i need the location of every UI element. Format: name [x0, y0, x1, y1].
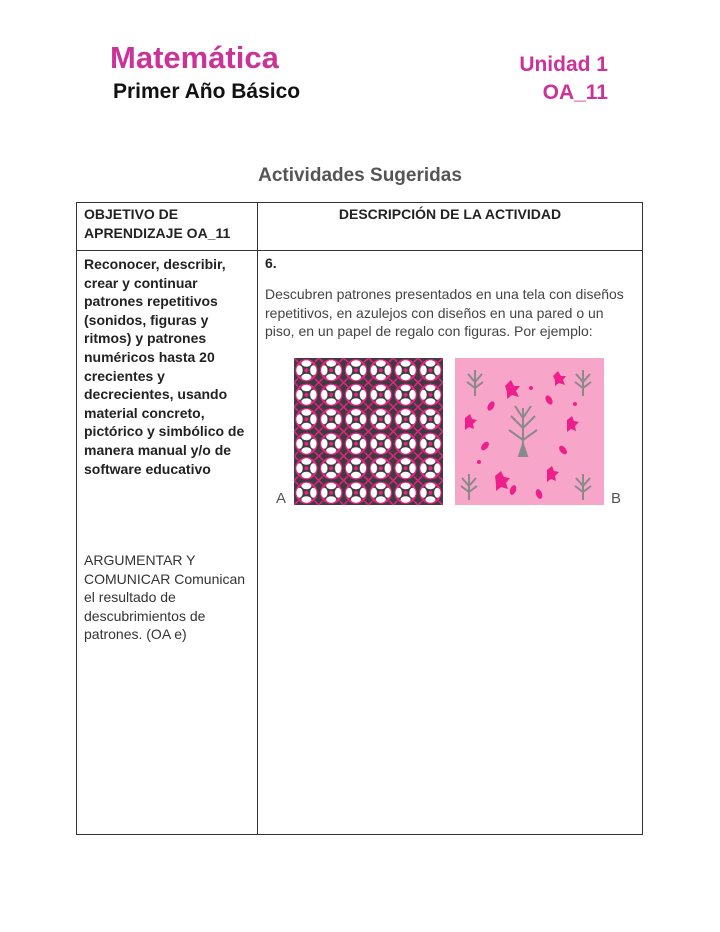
unit-label: Unidad 1	[519, 53, 608, 76]
objective-text: Reconocer, describir, crear y continuar patrones repetitivos (sonidos, figuras y ritmos) y patrones numéricos hasta 20 crecientes y decrecientes, usando material concreto, pictórico y simbólico de manera manual y/o de software educativo	[84, 256, 245, 477]
oa-code: OA_11	[542, 81, 608, 104]
header-divider	[77, 250, 642, 251]
activity-table	[76, 202, 643, 835]
tile-pattern-image	[294, 358, 443, 505]
grade-subtitle: Primer Año Básico	[113, 80, 301, 103]
description-column-header: DESCRIPCIÓN DE LA ACTIVIDAD	[338, 206, 562, 222]
image-label-a: A	[276, 490, 287, 507]
subject-title: Matemática	[110, 40, 279, 75]
column-divider	[257, 203, 258, 834]
skill-text: Comunican el resultado de descubrimientos de patrones. (OA e)	[84, 570, 246, 643]
activity-number: 6.	[265, 255, 277, 271]
image-label-b: B	[611, 490, 622, 507]
skill-label: ARGUMENTAR Y COMUNICAR	[84, 552, 196, 587]
objective-column-header: OBJETIVO DE APRENDIZAJE OA_11	[84, 206, 231, 241]
activity-description: Descubren patrones presentados en una tela con diseños repetitivos, en azulejos con diseños en una pared o un piso, en un papel de regalo con figuras. Por ejemplo:	[265, 286, 624, 340]
gift-paper-pattern-image	[455, 358, 604, 505]
section-title: Actividades Sugeridas	[258, 165, 462, 186]
skill-block	[84, 551, 252, 644]
